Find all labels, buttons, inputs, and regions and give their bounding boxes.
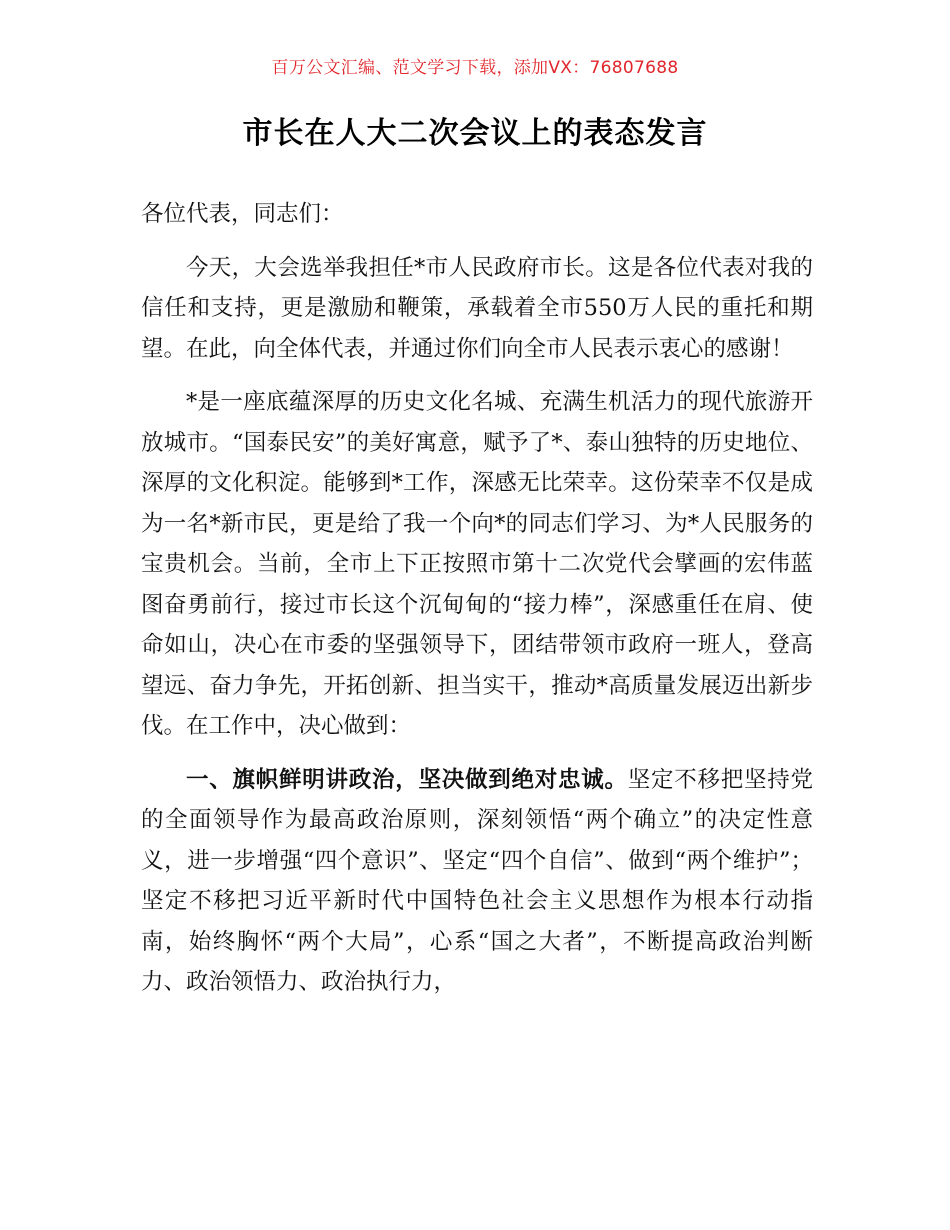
- paragraph-3-text: 坚定不移把坚持党的全面领导作为最高政治原则，深刻领悟“两个确立”的决定性意义，进一步增强“四个意识”、坚定“四个自信”、做到“两个维护”；坚定不移把习近平新时代中国特色社会主义思想作为根本行动指南，始终胸怀“两个大局”，心系“国之大者”，不断提高政治判断力、政治领悟力、政治执行力，: [141, 766, 813, 995]
- paragraph-1: [141, 248, 813, 370]
- document-body: [141, 194, 813, 1016]
- promo-banner: 百万公文汇编、范文学习下载，添加VX：76807688: [271, 58, 679, 78]
- document-title: 市长在人大二次会议上的表态发言: [242, 116, 708, 151]
- paragraph-2: [141, 382, 813, 747]
- paragraph-1-text: 今天，大会选举我担任*市人民政府市长。这是各位代表对我的信任和支持，更是激励和鞭策，承载着全市550万人民的重托和期望。在此，向全体代表，并通过你们向全市人民表示衷心的感谢！: [141, 254, 813, 362]
- salutation: 各位代表，同志们：: [141, 201, 344, 227]
- section-heading-1: 一、旗帜鲜明讲政治，坚决做到绝对忠诚。: [186, 766, 628, 793]
- paragraph-2-text: *是一座底蕴深厚的历史文化名城、充满生机活力的现代旅游开放城市。“国泰民安”的美好寓意，赋予了*、泰山独特的历史地位、深厚的文化积淀。能够到*工作，深感无比荣幸。这份荣幸不仅是成为一名*新市民，更是给了我一个向*的同志们学习、为*人民服务的宝贵机会。当前，全市上下正按照市第十二次党代会擘画的宏伟蓝图奋勇前行，接过市长这个沉甸甸的“接力棒”，深感重任在肩、使命如山，决心在市委的坚强领导下，团结带领市政府一班人，登高望远、奋力争先，开拓创新、担当实干，推动*高质量发展迈出新步伐。在工作中，决心做到：: [141, 389, 813, 739]
- paragraph-3: [141, 760, 813, 1003]
